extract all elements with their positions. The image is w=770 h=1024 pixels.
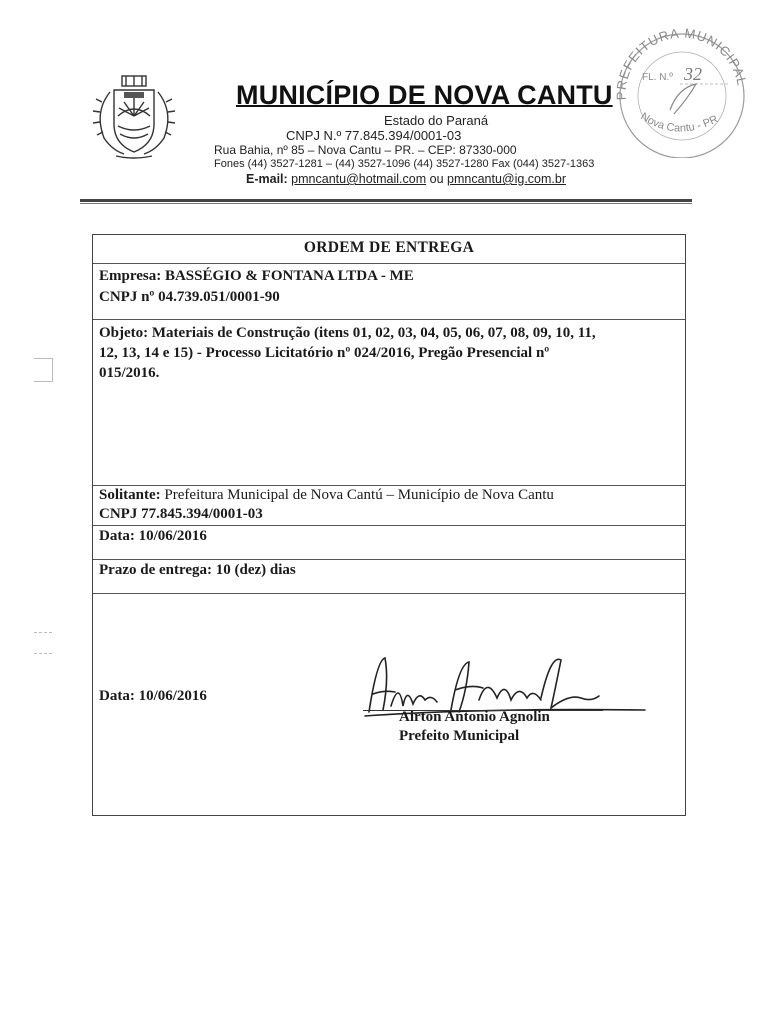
requester-label: Solitante: [99,487,161,503]
header-divider [80,199,692,202]
scan-mark-top [34,358,53,382]
municipality-address: Rua Bahia, nº 85 – Nova Cantu – PR. – CEP: 87330-000 [214,143,517,157]
signature-date: Data: 10/06/2016 [99,688,207,704]
company-section [93,263,685,319]
requester-value: Prefeitura Municipal de Nova Cantú – Município de Nova Cantu [160,487,554,503]
svg-text:Nova Cantu - PR [638,111,720,135]
company-cnpj: CNPJ nº 04.739.051/0001-90 [99,289,280,305]
form-title: ORDEM DE ENTREGA [303,239,475,256]
signer-role: Prefeito Municipal [399,728,520,744]
signer-name: Airton Antonio Agnolin [399,709,550,725]
delivery-order-form [92,234,686,816]
signer-block [399,708,550,746]
municipality-phones: Fones (44) 3527-1281 – (44) 3527-1096 (44) 3527-1280 Fax (044) 3527-1363 [214,158,595,170]
email-link-ig[interactable]: pmncantu@ig.com.br [447,172,566,186]
municipal-stamp [600,18,760,158]
state-name: Estado do Paraná [384,113,489,128]
object-section [93,319,685,485]
coat-of-arms-logo [88,72,180,160]
header-divider-thin [80,203,692,204]
requester-section [93,485,685,525]
delivery-deadline: Prazo de entrega: 10 (dez) dias [93,559,685,593]
email-link-hotmail[interactable]: pmncantu@hotmail.com [291,172,427,186]
stamp-arc-bottom: Nova Cantu - PR [638,110,720,135]
requester-cnpj: CNPJ 77.845.394/0001-03 [99,506,263,522]
object-line-1: Objeto: Materiais de Construção (itens 01, 02, 03, 04, 05, 06, 07, 08, 09, 10, 11, [99,325,596,341]
stamp-folio-label: FL. N.º [642,72,673,83]
svg-text:PREFEITURA MUNICIPAL [614,26,750,101]
order-date: Data: 10/06/2016 [93,525,685,559]
company-name: Empresa: BASSÉGIO & FONTANA LTDA - ME [99,268,414,284]
object-line-2: 12, 13, 14 e 15) - Processo Licitatório nº 024/2016, Pregão Presencial nº [99,345,550,361]
email-label: E-mail: [246,172,288,186]
stamp-initials [670,84,696,114]
object-line-3: 015/2016. [99,365,160,381]
municipality-email [246,172,566,186]
municipality-cnpj: CNPJ N.º 77.845.394/0001-03 [286,128,462,143]
signature-section [93,593,685,815]
municipality-title: MUNICÍPIO DE NOVA CANTU [236,80,613,110]
stamp-arc-top: PREFEITURA MUNICIPAL [613,25,750,101]
stamp-folio-value: 32 [684,64,702,84]
email-separator: ou [426,172,447,186]
scan-mark-bottom [34,632,52,654]
requester-line [99,486,679,505]
